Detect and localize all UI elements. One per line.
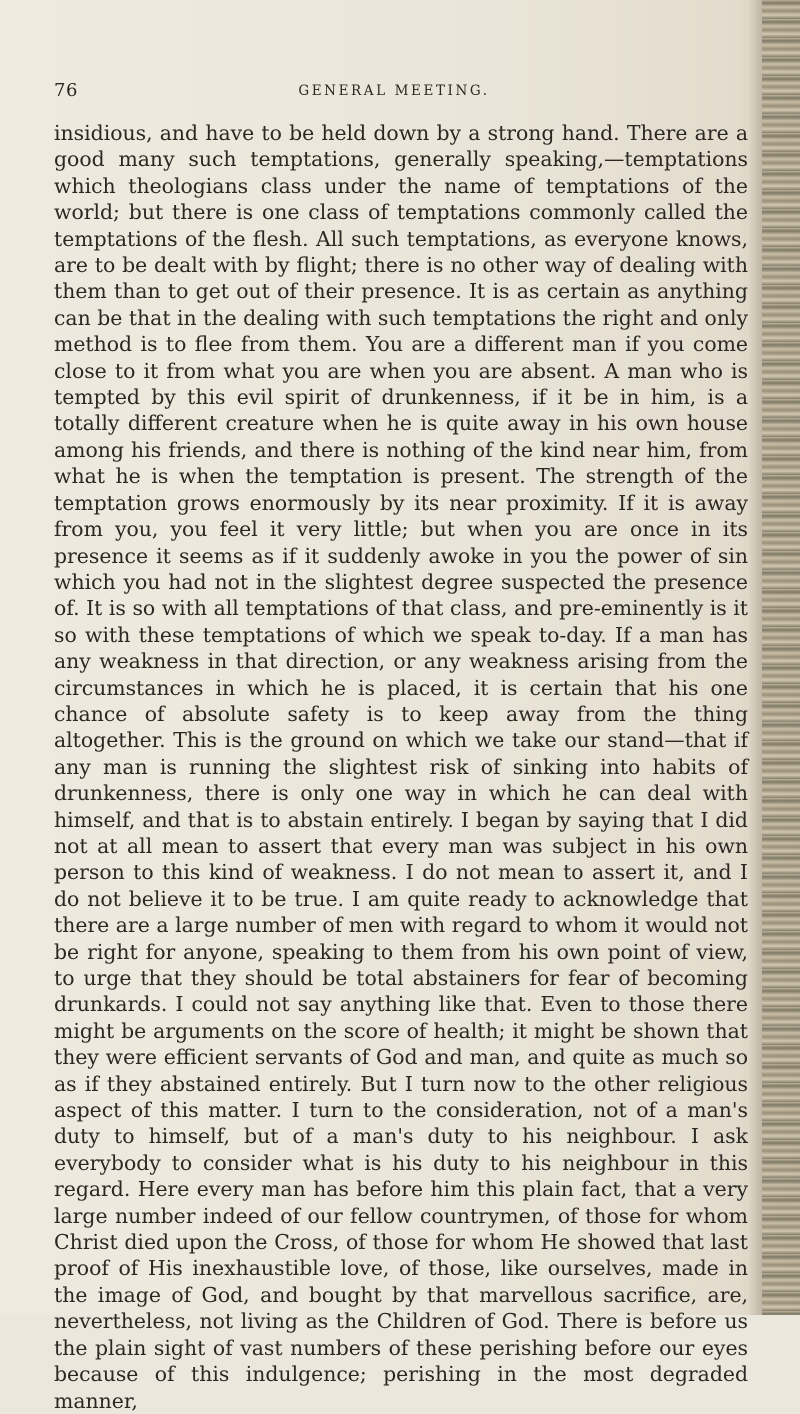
running-head: GENERAL MEETING. [298,83,490,99]
body-paragraph: insidious, and have to be held down by a strong hand. There are a good many such temptations, generally speaking,—temptations which theologians class under the name of temptations of the world; but there is one class of temptations commonly called the temptations of the flesh. All such temptations, as everyone knows, are to be dealt with by flight; there is no other way of dealing with them than to get out of their presence. It is as certain as anything can be that in the dealing with such temptations the right and only method is to flee from them. You are a different man if you come close to it from what you are when you are absent. A man who is tempted by this evil spirit of drunkenness, if it be in him, is a totally different creature when he is quite away in his own house among his friends, and there is nothing of the kind near him, from what he is when the temptation is present. The strength of the temptation grows enormously by its near proximity. If it is away from you, you feel it very little; but when you are once in its presence it seems as if it suddenly awoke in you the power of sin which you had not in the slightest degree suspected the presence of. It is so with all temptations of that class, and pre-eminently is it so with these temptations of which we speak to-day. If a man has any weakness in that direction, or any weakness arising from the circumstances in which he is placed, it is certain that his one chance of absolute safety is to keep away from the thing altogether. This is the ground on which we take our stand—that if any man is running the slightest risk of sinking into habits of drunkenness, there is only one way in which he can deal with himself, and that is to abstain entirely. I began by saying that I did not at all mean to assert that every man was subject in his own person to this kind of weakness. I do not mean to assert it, and I do not believe it to be true. I am quite ready to acknowledge that there are a large number of men with regard to whom it would not be right for anyone, speaking to them from his own point of view, to urge that they should be total abstainers for fear of becoming drunkards. I could not say anything like that. Even to those there might be arguments on the score of health; it might be shown that they were efficient servants of God and man, and quite as much so as if they abstained entirely. But I turn now to the other religious aspect of this matter. I turn to the consideration, not of a man's duty to himself, but of a man's duty to his neighbour. I ask everybody to consider what is his duty to his neighbour in this regard. Here every man has before him this plain fact, that a very large number indeed of our fellow countrymen, of those for whom Christ died upon the Cross, of those for whom He showed that last proof of His inexhaustible love, of those, like ourselves, made in the image of God, and bought by that marvellous sacrifice, are, nevertheless, not living as the Children of God. There is before us the plain sight of vast numbers of these perishing before our eyes because of this indulgence; perishing in the most degraded manner, [54,121,748,1413]
page-header [54,80,734,106]
page-number: 76 [54,80,78,101]
page-edge-strip [762,0,800,1315]
binding-shadow [748,0,762,1315]
